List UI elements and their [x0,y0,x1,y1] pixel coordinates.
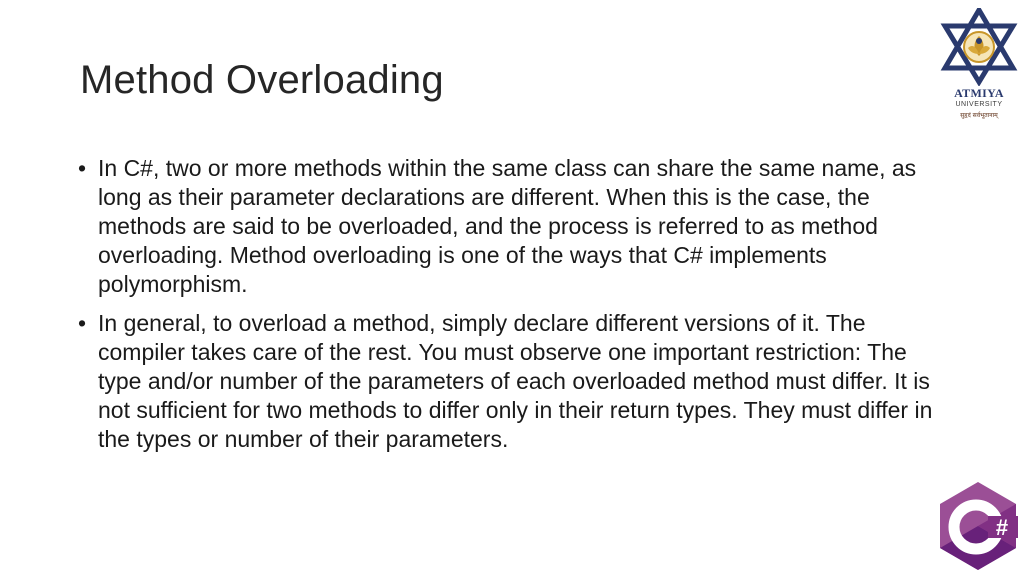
csharp-badge [936,480,1020,572]
csharp-logo-icon [936,480,1020,572]
slide-title: Method Overloading [80,58,444,102]
csharp-hash: # [995,515,1009,540]
bullet-text: In general, to overload a method, simply declare different versions of it. The compiler takes care of the rest. You must observe one important restriction: The type and/or number of the parameters of each overloaded method must differ. It is not sufficient for two methods to differ only in their return types. They must differ in the types or number of their parameters. [98,310,933,452]
bullet-item [76,154,946,299]
bullet-text: In C#, two or more methods within the same class can share the same name, as long as their parameter declarations are different. When this is the case, the methods are said to be overloaded, and the process is referred to as method overloading. Method overloading is one of the ways that C# implements polymorphism. [98,155,917,297]
logo-name: ATMIYA [954,86,1004,100]
atmiya-university-logo-icon [940,8,1018,86]
university-logo [940,8,1018,126]
bullet-marker: • [78,310,87,336]
logo-subtitle: UNIVERSITY [955,101,1003,108]
bullet-marker: • [78,155,87,181]
logo-motto: सुहृदं सर्वभूतानाम् [960,112,998,119]
bullet-list [76,154,946,464]
bullet-item [76,309,946,454]
